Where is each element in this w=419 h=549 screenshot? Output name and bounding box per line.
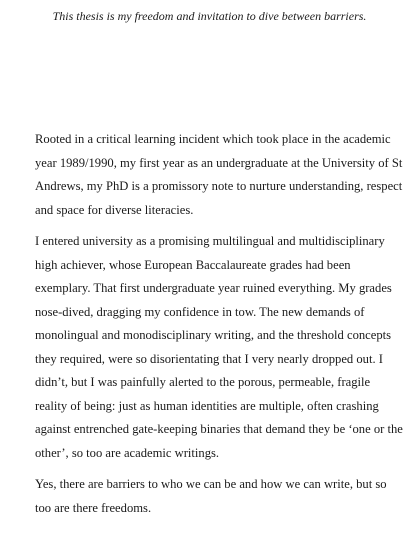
epigraph: This thesis is my freedom and invitation to dive between barriers. xyxy=(52,9,367,23)
body-text xyxy=(35,128,403,528)
paragraph-2: I entered university as a promising multilingual and multidisciplinary high achiever, whose European Baccalaureate grades had been exemplary. That first undergraduate year ruined everything. My grades nose-dived, dragging my confidence in tow. The new demands of monolingual and monodisciplinary writing, and the threshold concepts they required, were so disorientating that I very nearly dropped out. I didn’t, but I was painfully alerted to the porous, permeable, fragile reality of being: just as human identities are multiple, often crashing against entrenched gate-keeping binaries that demand they be ‘one or the other’, so too are academic writings. xyxy=(35,234,403,460)
paragraph-3: Yes, there are barriers to who we can be and how we can write, but so too are there freedoms. xyxy=(35,477,387,515)
paragraph-1: Rooted in a critical learning incident which took place in the academic year 1989/1990, my first year as an undergraduate at the University of St Andrews, my PhD is a promissory note to nurture understanding, respect and space for diverse literacies. xyxy=(35,132,403,217)
